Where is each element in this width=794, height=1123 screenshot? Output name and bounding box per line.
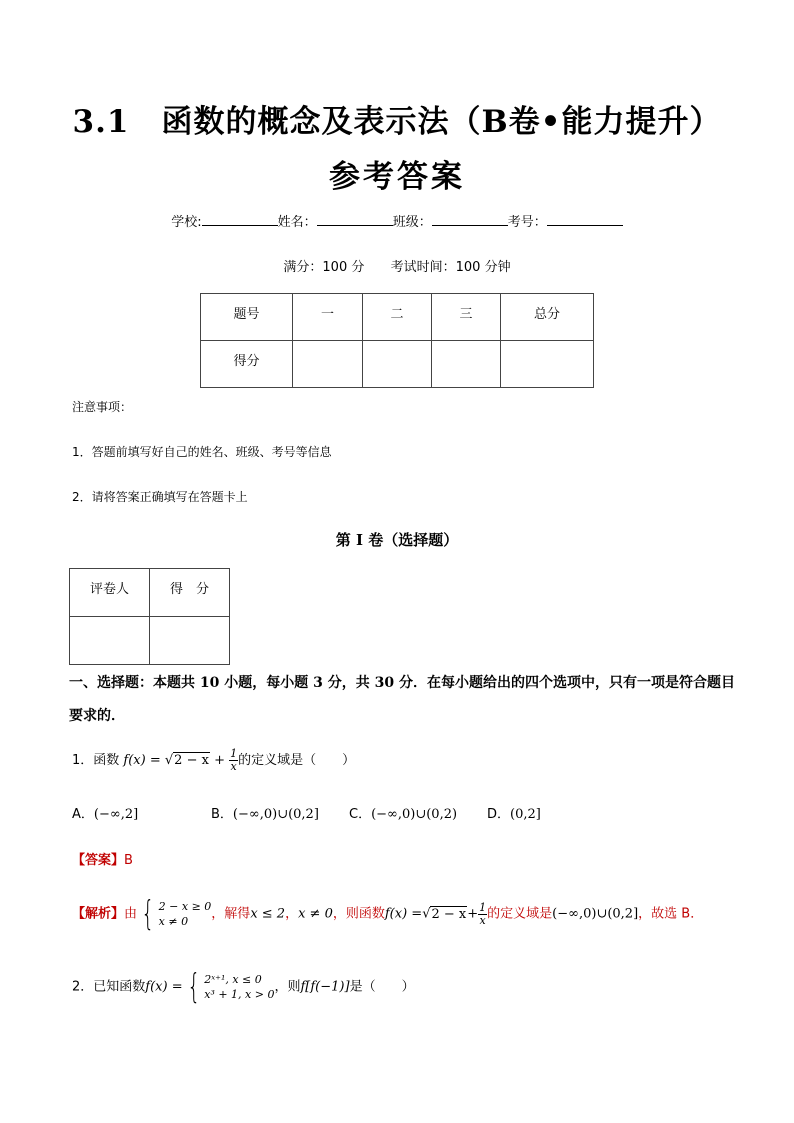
left-brace: { — [186, 967, 200, 1007]
sqrt-symbol: √ — [422, 906, 431, 922]
analysis-text: ，解得 — [211, 906, 251, 922]
solution-expression: x ≠ 0 — [298, 906, 333, 922]
exam-info-line — [0, 256, 794, 275]
option-text: (0,2] — [510, 807, 541, 822]
option-letter: D． — [487, 807, 511, 822]
sqrt-radicand: 2 − x — [431, 906, 467, 922]
question-2-stem — [72, 967, 415, 1007]
note-item: 2．请将答案正确填写在答题卡上 — [72, 490, 248, 504]
question-stem-tail: 的定义域是（ ） — [238, 753, 356, 768]
score-header-cell: 题号 — [201, 294, 293, 341]
grader-table — [69, 568, 230, 665]
option-d[interactable] — [487, 803, 541, 822]
grader-score-cell — [150, 617, 230, 665]
school-label: 学校: — [171, 215, 202, 230]
fraction-denominator: x — [230, 760, 237, 773]
question-1-stem — [72, 748, 355, 773]
function-expression: f(x) = — [384, 906, 423, 922]
answer-value: B — [124, 853, 133, 868]
sqrt-symbol: √ — [164, 753, 174, 768]
case-line: x ≠ 0 — [158, 915, 189, 928]
school-blank — [202, 213, 278, 226]
question-stem-tail: 是（ ） — [349, 979, 415, 995]
score-header-cell: 总分 — [501, 294, 594, 341]
exam-no-blank — [547, 213, 623, 226]
grader-cell — [70, 617, 150, 665]
document-subtitle: 参考答案 — [329, 159, 465, 195]
score-table-score-row — [201, 341, 594, 388]
class-blank — [432, 213, 508, 226]
score-cell — [293, 341, 363, 388]
option-c[interactable] — [349, 803, 457, 822]
note-item: 1．答题前填写好自己的姓名、班级、考号等信息 — [72, 445, 332, 459]
analysis-text: ，则函数 — [332, 906, 385, 922]
option-letter: C． — [349, 807, 372, 822]
score-table-header-row — [201, 294, 594, 341]
name-blank — [317, 213, 393, 226]
score-row-label: 得分 — [201, 341, 293, 388]
section-title: 第 I 卷（选择题） — [335, 531, 459, 549]
score-label: 得 分 — [150, 569, 230, 617]
analysis-text: 的定义域是 — [487, 906, 553, 922]
student-info-line — [0, 211, 794, 230]
case-line: 2ˣ⁺¹, x ≤ 0 — [204, 973, 262, 986]
analysis-text: ， — [285, 906, 299, 922]
fraction-numerator: 1 — [230, 747, 238, 760]
grader-label: 评卷人 — [70, 569, 150, 617]
part1-heading: 一、选择题：本题共 10 小题，每小题 3 分，共 30 分．在每小题给出的四个选项中，只有一项是符合题目 — [69, 675, 735, 691]
case-line: 2 − x ≥ 0 — [158, 900, 212, 913]
option-letter: A． — [72, 807, 94, 822]
fraction-numerator: 1 — [479, 900, 487, 914]
fraction — [229, 748, 238, 773]
inequality-system — [159, 899, 212, 929]
function-expression: f(x) = — [145, 979, 183, 995]
name-label: 姓名： — [277, 215, 317, 230]
document-title: 3.1 函数的概念及表示法（B卷•能力提升） — [72, 104, 722, 140]
left-brace: { — [141, 894, 155, 934]
score-header-cell: 二 — [363, 294, 432, 341]
option-b[interactable] — [211, 803, 319, 822]
option-text: (−∞,2] — [93, 807, 139, 822]
full-score: 满分：100 分 — [283, 260, 365, 275]
plus-sign: + — [467, 906, 479, 922]
plus-sign: + — [214, 753, 225, 768]
exam-no-label: 考号： — [507, 215, 547, 230]
class-label: 班级： — [392, 215, 432, 230]
question-text: ，则 — [274, 979, 301, 995]
score-cell — [501, 341, 594, 388]
analysis-label: 【解析】 — [72, 906, 125, 922]
option-text: (−∞,0)∪(0,2) — [371, 807, 458, 822]
fraction — [478, 902, 487, 927]
score-header-cell: 一 — [293, 294, 363, 341]
analysis-text: ，故选 B． — [638, 906, 704, 922]
notes-title: 注意事项： — [72, 400, 133, 414]
score-table — [200, 293, 594, 388]
option-text: (−∞,0)∪(0,2] — [232, 807, 319, 822]
sqrt-radicand: 2 − x — [174, 753, 209, 768]
score-cell — [363, 341, 432, 388]
score-cell — [432, 341, 501, 388]
composite-expression: f[f(−1)] — [300, 979, 350, 995]
option-a[interactable] — [72, 803, 138, 822]
answer-label: 【答案】 — [72, 853, 125, 868]
solution-expression: x ≤ 2 — [250, 906, 286, 922]
analysis-line — [72, 894, 704, 934]
piecewise-cases — [204, 972, 274, 1002]
fraction-denominator: x — [479, 913, 486, 927]
part1-heading-cont: 要求的． — [69, 708, 125, 724]
score-header-cell: 三 — [432, 294, 501, 341]
question-number: 1．函数 — [72, 753, 120, 768]
domain-expression: (−∞,0)∪(0,2] — [552, 906, 639, 922]
exam-time: 考试时间：100 分钟 — [390, 260, 511, 275]
answer-line — [72, 849, 133, 868]
option-letter: B． — [211, 807, 233, 822]
question-number: 2．已知函数 — [72, 979, 146, 995]
case-line: x³ + 1, x > 0 — [204, 988, 275, 1001]
function-expression: f(x) = — [123, 753, 161, 768]
analysis-text: 由 — [124, 906, 138, 922]
